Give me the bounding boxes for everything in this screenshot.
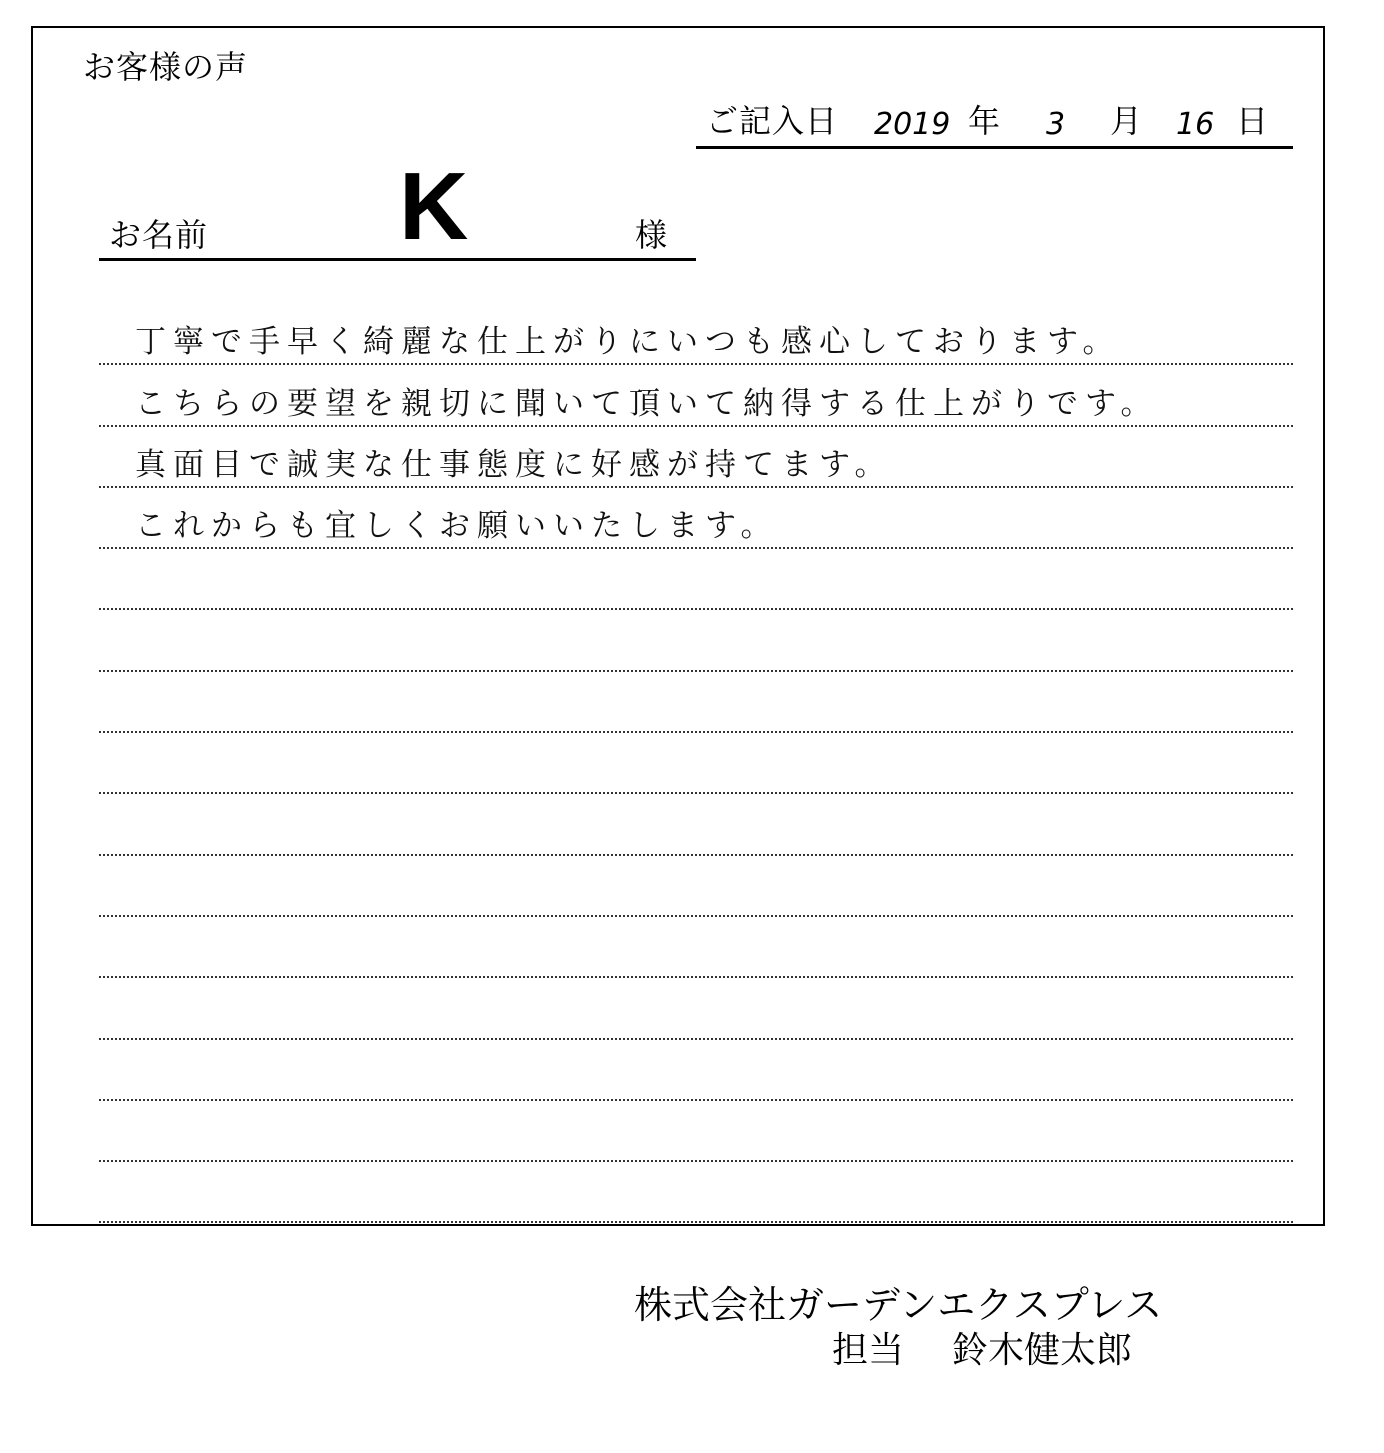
date-month-unit: 月 — [1110, 102, 1143, 140]
feedback-card — [31, 26, 1325, 1226]
name-field — [99, 153, 696, 261]
date-day: 16 — [1176, 107, 1215, 142]
date-year-unit: 年 — [968, 102, 1001, 140]
comment-line — [99, 549, 1293, 610]
date-year: 2019 — [874, 107, 951, 142]
comment-line — [99, 917, 1293, 978]
comment-line — [99, 978, 1293, 1039]
comment-line — [99, 672, 1293, 733]
comment-area — [99, 304, 1293, 1223]
name-label: お名前 — [109, 216, 209, 254]
comment-line — [99, 610, 1293, 671]
comment-line — [99, 856, 1293, 917]
comment-line — [99, 304, 1293, 365]
comment-line — [99, 488, 1293, 549]
customer-initial: K — [399, 153, 469, 260]
company-name: 株式会社ガーデンエクスプレス — [634, 1283, 1163, 1327]
staff-label: 担当 — [832, 1330, 905, 1371]
comment-line — [99, 1040, 1293, 1101]
comment-line — [99, 1162, 1293, 1223]
date-month: 3 — [1046, 107, 1066, 142]
comment-line — [99, 733, 1293, 794]
form-title: お客様の声 — [83, 48, 249, 86]
name-honorific: 様 — [635, 216, 668, 254]
comment-line — [99, 365, 1293, 426]
comment-text: これからも宜しくお願いいたします。 — [135, 508, 779, 545]
comment-line — [99, 794, 1293, 855]
staff-line — [832, 1322, 1132, 1373]
comment-text: 真面目で誠実な仕事態度に好感が持てます。 — [135, 446, 893, 483]
comment-text: こちらの要望を親切に聞いて頂いて納得する仕上がりです。 — [135, 385, 1159, 422]
comment-line — [99, 427, 1293, 488]
comment-text: 丁寧で手早く綺麗な仕上がりにいつも感心しております。 — [135, 324, 1121, 361]
staff-name: 鈴木健太郎 — [952, 1330, 1133, 1371]
comment-line — [99, 1101, 1293, 1162]
date-day-unit: 日 — [1236, 102, 1269, 140]
date-label: ご記入日 — [706, 102, 839, 140]
date-field — [696, 102, 1293, 149]
